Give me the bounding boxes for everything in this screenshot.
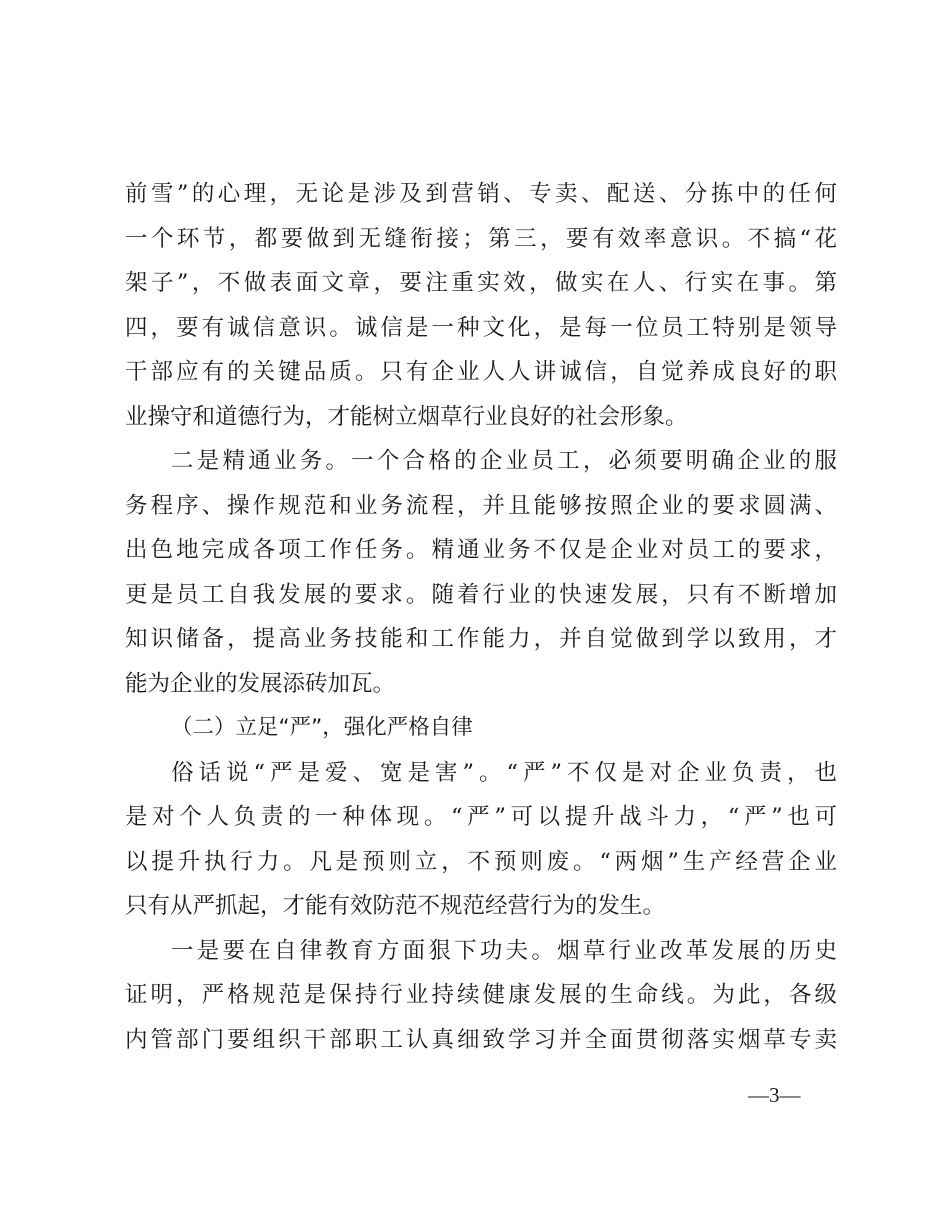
text-line: 出色地完成各项工作任务。精通业务不仅是企业对员工的要求， bbox=[125, 537, 837, 563]
paragraph-start-line: 二是精通业务。一个合格的企业员工，必须要明确企业的服 bbox=[171, 448, 837, 474]
text-line: 能为企业的发展添砖加瓦。 bbox=[125, 670, 396, 697]
text-line: 干部应有的关键品质。只有企业人人讲诚信，自觉养成良好的职 bbox=[125, 359, 837, 385]
text-line: 一个环节，都要做到无缝衔接；第三，要有效率意识。不搞“花 bbox=[125, 225, 837, 252]
text-line: 是对个人负责的一种体现。“严”可以提升战斗力，“严”也可 bbox=[125, 804, 837, 830]
text-line: 证明，严格规范是保持行业持续健康发展的生命线。为此，各级 bbox=[125, 982, 837, 1008]
text-line: 业操守和道德行为，才能树立烟草行业良好的社会形象。 bbox=[125, 403, 688, 430]
text-line: 四，要有诚信意识。诚信是一种文化，是每一位员工特别是领导 bbox=[125, 314, 837, 341]
page-number: —3— bbox=[748, 1083, 801, 1107]
section-heading: （二）立足“严”，强化严格自律 bbox=[171, 715, 473, 740]
paragraph-start-line: 俗话说“严是爱、宽是害”。“严”不仅是对企业负责，也 bbox=[171, 759, 837, 786]
text-line: 架子”，不做表面文章，要注重实效，做实在人、行实在事。第 bbox=[125, 270, 837, 296]
body-text bbox=[125, 172, 837, 1062]
text-line: 以提升执行力。凡是预则立，不预则废。“两烟”生产经营企业 bbox=[125, 848, 837, 875]
text-line: 更是员工自我发展的要求。随着行业的快速发展，只有不断增加 bbox=[125, 581, 837, 608]
text-line: 前雪”的心理，无论是涉及到营销、专卖、配送、分拣中的任何 bbox=[125, 181, 837, 207]
text-line: 内管部门要组织干部职工认真细致学习并全面贯彻落实烟草专卖 bbox=[125, 1026, 837, 1053]
paragraph-start-line: 一是要在自律教育方面狠下功夫。烟草行业改革发展的历史 bbox=[171, 937, 837, 964]
text-line: 务程序、操作规范和业务流程，并且能够按照企业的要求圆满、 bbox=[125, 492, 837, 519]
text-line: 知识储备，提高业务技能和工作能力，并自觉做到学以致用，才 bbox=[125, 626, 837, 652]
text-line: 只有从严抓起，才能有效防范不规范经营行为的发生。 bbox=[125, 893, 666, 919]
